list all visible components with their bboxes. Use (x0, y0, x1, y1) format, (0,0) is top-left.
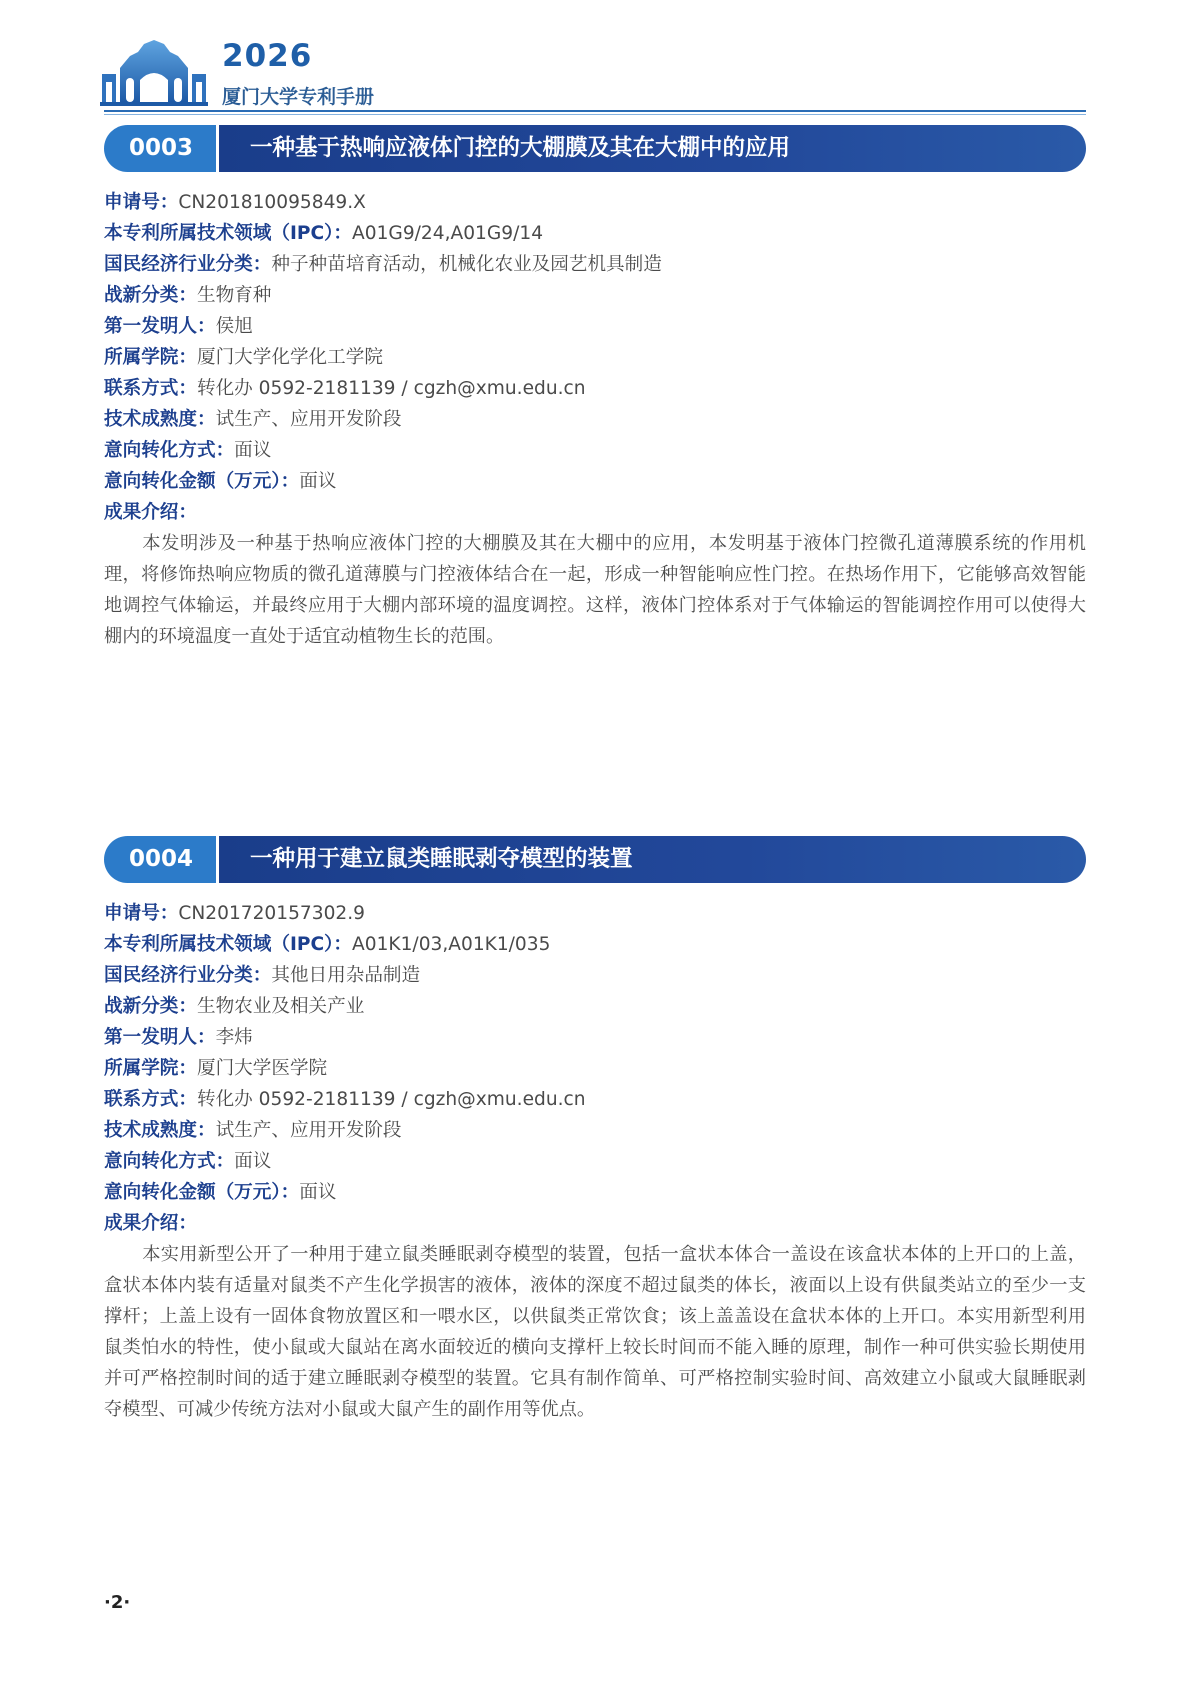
patent-title-background (218, 125, 1086, 172)
page-number: ·2· (104, 1592, 131, 1613)
patent-title-bar (104, 125, 1086, 172)
handbook-year: 2026 (222, 38, 313, 74)
title-separator (216, 836, 219, 883)
field-college: 所属学院：厦门大学医学院 (104, 1058, 328, 1079)
field-maturity: 技术成熟度：试生产、应用开发阶段 (104, 409, 402, 430)
intro-paragraph: 本实用新型公开了一种用于建立鼠类睡眠剥夺模型的装置，包括一盒状本体合一盖设在该盒状本体的上开口的上盖，盒状本体内装有适量对鼠类不产生化学损害的液体，液体的深度不超过鼠类的体长，液面以上设有供鼠类站立的至少一支撑杆；上盖上设有一固体食物放置区和一喂水区，以供鼠类正常饮食；该上盖盖设在盒状本体的上开口。本实用新型利用鼠类怕水的特性，使小鼠或大鼠站在离水面较近的横向支撑杆上较长时间而不能入睡的原理，制作一种可供实验长期使用并可严格控制时间的适于建立睡眠剥夺模型的装置。它具有制作简单、可严格控制实验时间、高效建立小鼠或大鼠睡眠剥夺模型、可减少传统方法对小鼠或大鼠产生的副作用等优点。 (104, 1244, 1086, 1420)
patent-title: 一种基于热响应液体门控的大棚膜及其在大棚中的应用 (250, 135, 791, 161)
intro-label: 成果介绍： (104, 1213, 197, 1234)
field-strategic-category: 战新分类：生物农业及相关产业 (104, 996, 365, 1017)
patent-number: 0003 (104, 125, 218, 172)
field-ipc: 本专利所属技术领域（IPC）：A01K1/03,A01K1/035 (104, 934, 551, 955)
intro-label: 成果介绍： (104, 502, 197, 523)
field-transfer-amount: 意向转化金额（万元）：面议 (104, 471, 337, 492)
field-transfer-amount: 意向转化金额（万元）：面议 (104, 1182, 337, 1203)
patent-details (104, 187, 1086, 652)
university-building-logo (100, 38, 208, 106)
intro-paragraph: 本发明涉及一种基于热响应液体门控的大棚膜及其在大棚中的应用，本发明基于液体门控微孔道薄膜系统的作用机理，将修饰热响应物质的微孔道薄膜与门控液体结合在一起，形成一种智能响应性门控。在热场作用下，它能够高效智能地调控气体输运，并最终应用于大棚内部环境的温度调控。这样，液体门控体系对于气体输运的智能调控作用可以使得大棚内的环境温度一直处于适宜动植物生长的范围。 (104, 533, 1086, 647)
field-industry: 国民经济行业分类：其他日用杂品制造 (104, 965, 421, 986)
field-application-number: 申请号：CN201810095849.X (104, 192, 366, 213)
field-contact: 联系方式：转化办 0592-2181139 / cgzh@xmu.edu.cn (104, 378, 586, 399)
field-application-number: 申请号：CN201720157302.9 (104, 903, 365, 924)
field-transfer-mode: 意向转化方式：面议 (104, 1151, 272, 1172)
field-industry: 国民经济行业分类：种子种苗培育活动，机械化农业及园艺机具制造 (104, 254, 662, 275)
field-strategic-category: 战新分类：生物育种 (104, 285, 272, 306)
header-divider (104, 110, 1086, 112)
field-maturity: 技术成熟度：试生产、应用开发阶段 (104, 1120, 402, 1141)
field-contact: 联系方式：转化办 0592-2181139 / cgzh@xmu.edu.cn (104, 1089, 586, 1110)
patent-details (104, 898, 1086, 1425)
patent-number: 0004 (104, 836, 218, 883)
field-transfer-mode: 意向转化方式：面议 (104, 440, 272, 461)
patent-title: 一种用于建立鼠类睡眠剥夺模型的装置 (250, 846, 633, 872)
header-divider-thin (104, 114, 1086, 115)
handbook-title: 厦门大学专利手册 (222, 86, 375, 108)
header (100, 38, 1086, 110)
field-ipc: 本专利所属技术领域（IPC）：A01G9/24,A01G9/14 (104, 223, 544, 244)
field-inventor: 第一发明人：侯旭 (104, 316, 253, 337)
field-college: 所属学院：厦门大学化学化工学院 (104, 347, 383, 368)
patent-title-bar (104, 836, 1086, 883)
field-inventor: 第一发明人：李炜 (104, 1027, 253, 1048)
patent-title-background (218, 836, 1086, 883)
title-separator (216, 125, 219, 172)
